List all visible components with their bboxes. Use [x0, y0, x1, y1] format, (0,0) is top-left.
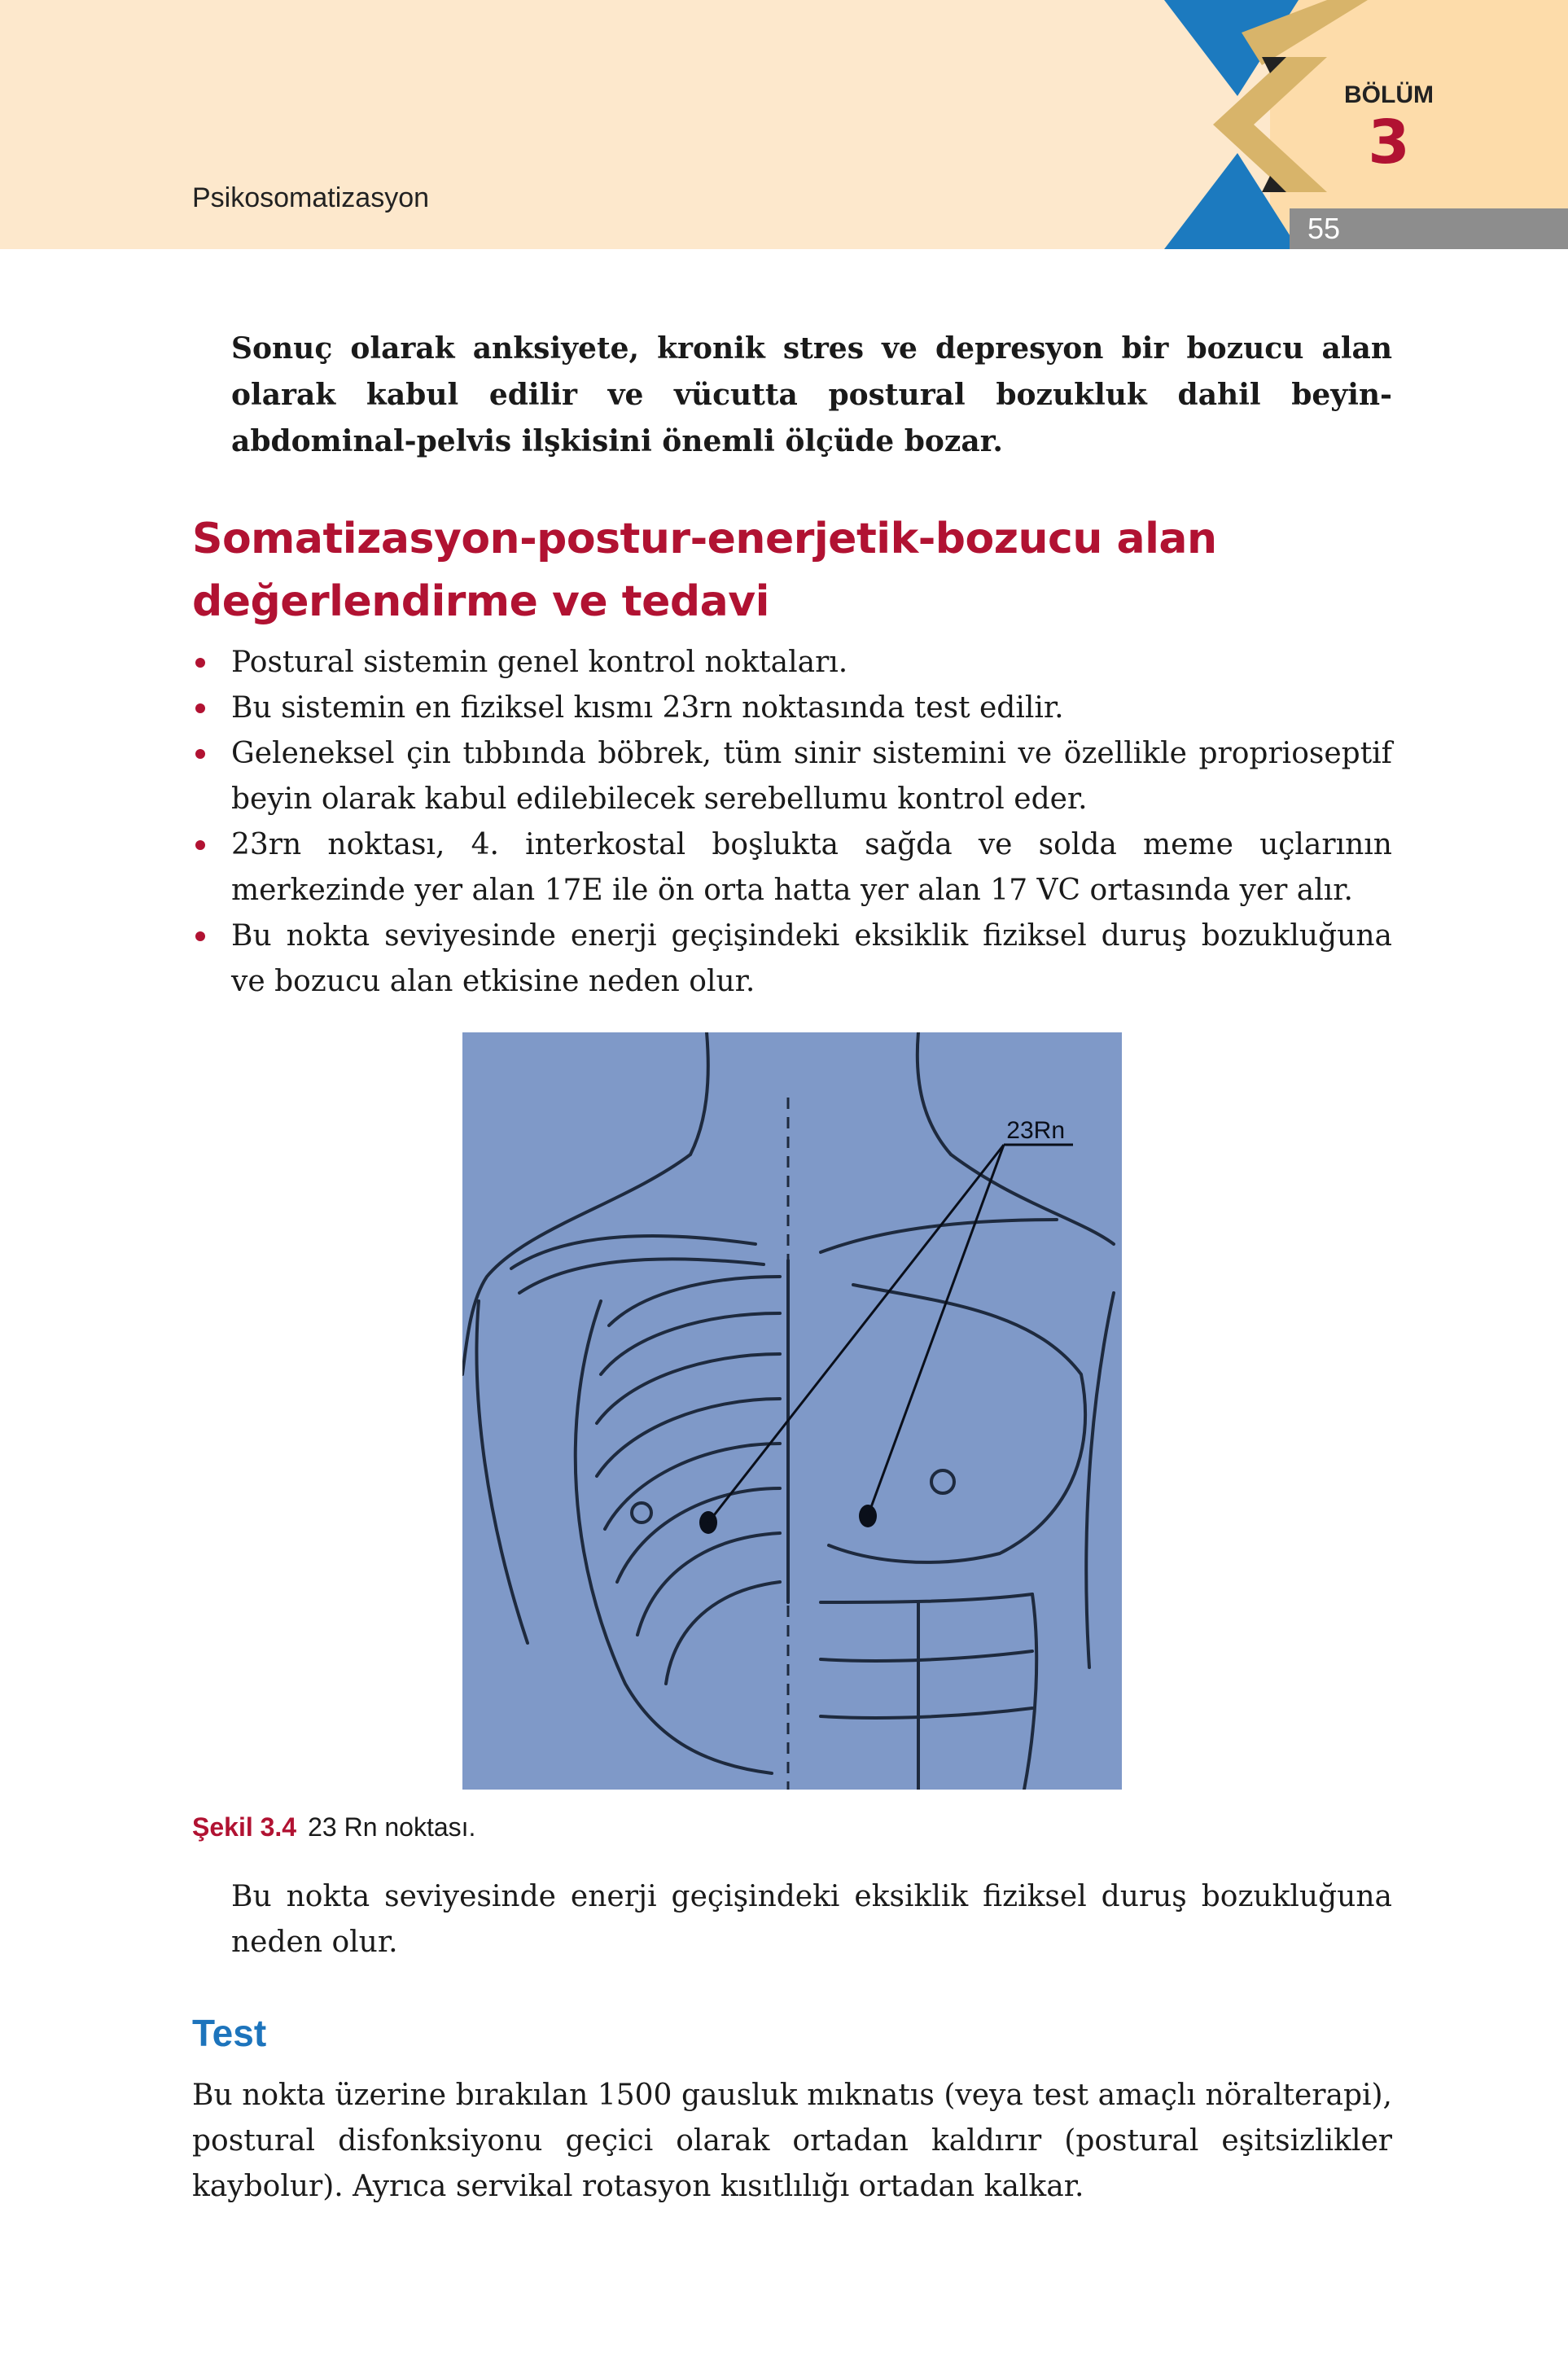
anatomy-figure	[462, 1032, 1122, 1790]
bullet-item	[192, 914, 1392, 1005]
page-number: 55	[1307, 212, 1341, 245]
bullet-text: Bu sistemin en fiziksel kısmı 23rn noktasında test edilir.	[231, 691, 1064, 725]
figure-caption-label: Şekil 3.4	[192, 1812, 297, 1842]
test-heading: Test	[192, 2012, 267, 2054]
bullet-icon	[195, 840, 205, 850]
figure-caption-text: 23 Rn noktası.	[308, 1812, 476, 1842]
figure-caption	[192, 1812, 475, 1842]
bullet-icon	[195, 703, 205, 713]
intro-paragraph: Sonuç olarak anksiyete, kronik stres ve depresyon bir bozucu alan olarak kabul edilir ve vücutta postural bozukluk dahil beyin-abdominal-pelvis ilşkisini önemli ölçüde bozar.	[231, 331, 1392, 458]
running-title: Psikosomatizasyon	[192, 182, 430, 213]
point-23rn-label: 23Rn	[1006, 1117, 1065, 1144]
bullet-icon	[195, 658, 205, 668]
test-paragraph: Bu nokta üzerine bırakılan 1500 gausluk mıknatıs (veya test amaçlı nöralterapi), postural disfonksiyonu geçici olarak ortadan kaldırır (postural eşitsizlikler kaybolur). Ayrıca servikal rotasyon kısıtlılığı ortadan kalkar.	[192, 2079, 1392, 2203]
bullet-item	[192, 731, 1392, 822]
bullet-text: Postural sistemin genel kontrol noktaları.	[231, 646, 848, 679]
chapter-label: BÖLÜM	[1344, 81, 1434, 108]
bullet-item	[192, 822, 1392, 914]
bullet-text: Bu nokta seviyesinde enerji geçişindeki eksiklik fiziksel duruş bozukluğuna ve bozucu alan etkisine neden olur.	[231, 919, 1392, 998]
bullet-text: Geleneksel çin tıbbında böbrek, tüm sinir sistemini ve özellikle proprioseptif beyin olarak kabul edilebilecek serebellumu kontrol eder.	[231, 737, 1392, 816]
chapter-number: 3	[1368, 107, 1410, 177]
after-figure-paragraph: Bu nokta seviyesinde enerji geçişindeki eksiklik fiziksel duruş bozukluğuna neden olur.	[231, 1880, 1392, 1959]
bullet-list	[192, 640, 1392, 1005]
bullet-text: 23rn noktası, 4. interkostal boşlukta sağda ve solda meme uçlarının merkezinde yer alan 17E ile ön orta hatta yer alan 17 VC ortasında yer alır.	[231, 828, 1392, 907]
section-heading-line-2: değerlendirme ve tedavi	[192, 577, 769, 626]
bullet-icon	[195, 749, 205, 759]
section-heading	[192, 508, 1392, 633]
bullet-icon	[195, 931, 205, 941]
bullet-item	[192, 640, 1392, 686]
bullet-item	[192, 686, 1392, 731]
section-heading-line-1: Somatizasyon-postur-enerjetik-bozucu alan	[192, 515, 1217, 563]
chest-illustration	[462, 1032, 1122, 1790]
